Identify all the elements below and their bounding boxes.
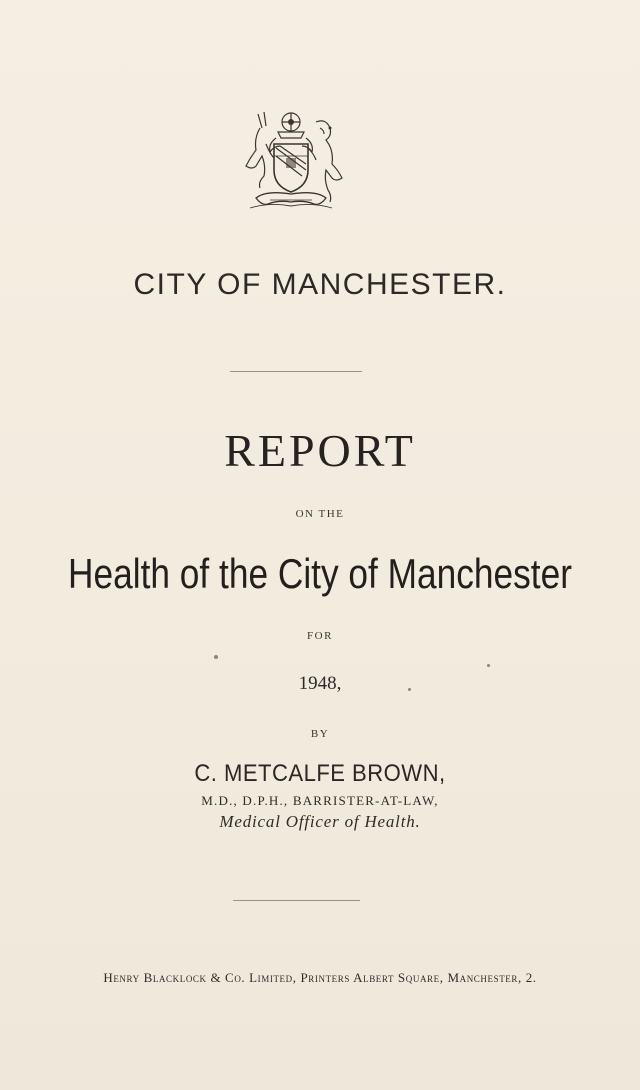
author-name: C. METCALFE BROWN, xyxy=(194,760,446,787)
report-year: 1948, xyxy=(298,673,342,694)
for-label: FOR xyxy=(307,630,333,642)
coat-of-arms-crest xyxy=(236,104,346,216)
paper-speck xyxy=(487,664,490,667)
author-qualifications: M.D., D.P.H., BARRISTER-AT-LAW, xyxy=(201,793,439,808)
printer-imprint: Henry Blacklock & Co. Limited, Printers Albert Square, Manchester, 2. xyxy=(103,970,537,985)
paper-speck xyxy=(408,688,411,691)
on-the-label: ON THE xyxy=(295,508,345,520)
report-subject: Health of the City of Manchester xyxy=(68,550,572,597)
city-heading: CITY OF MANCHESTER. xyxy=(133,268,507,301)
bottom-divider xyxy=(233,900,360,901)
top-divider xyxy=(230,371,362,372)
author-office: Medical Officer of Health. xyxy=(219,812,421,831)
by-label: BY xyxy=(310,728,330,740)
paper-speck xyxy=(214,655,218,659)
report-title: REPORT xyxy=(224,425,416,476)
